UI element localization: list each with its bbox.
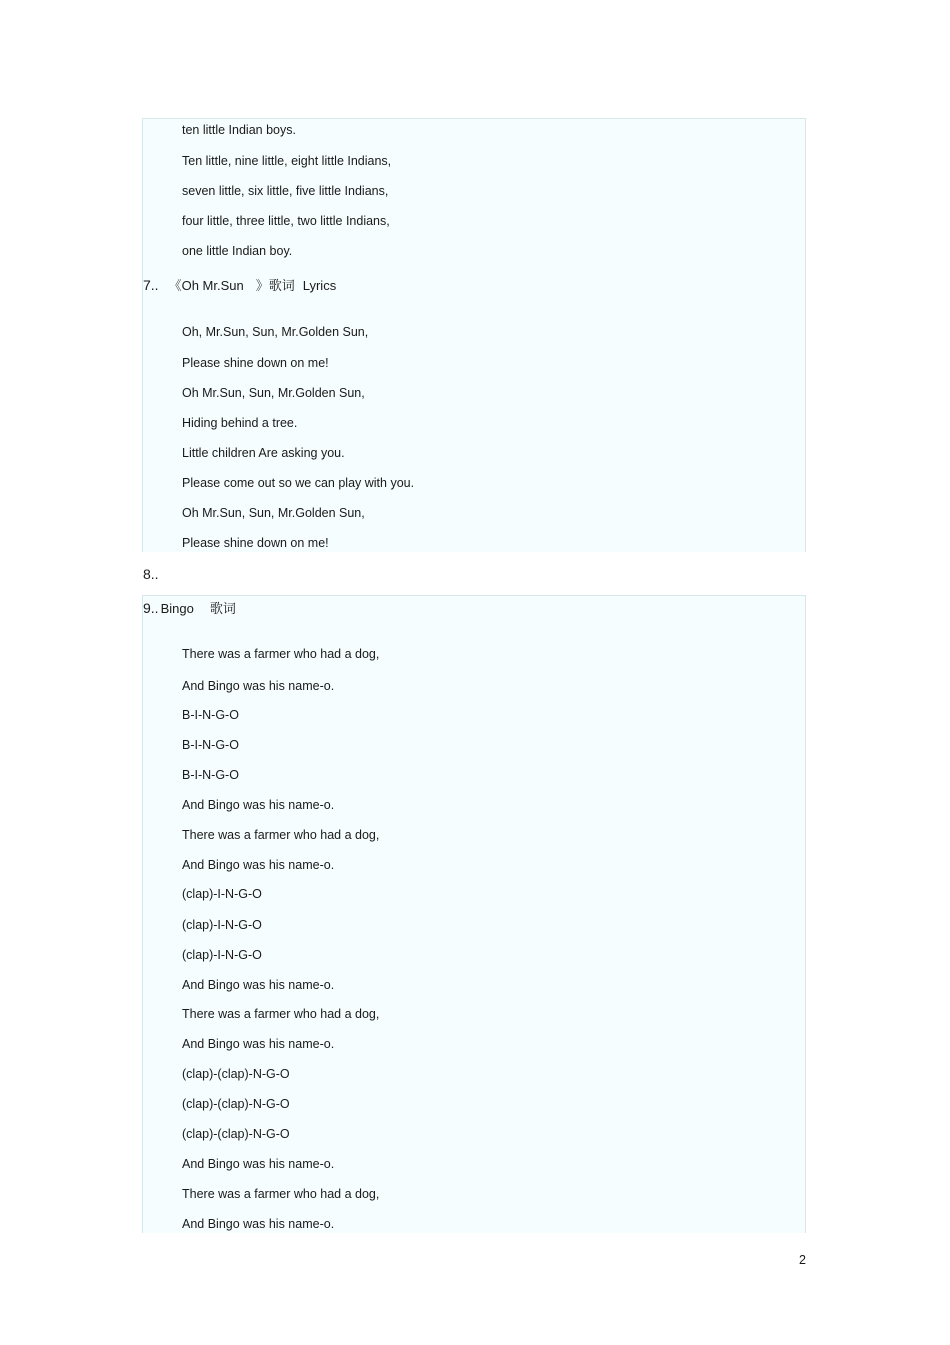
lyric-line: (clap)-I-N-G-O <box>182 948 262 962</box>
lyric-line: ten little Indian boys. <box>182 123 296 137</box>
lyric-line: B-I-N-G-O <box>182 708 239 722</box>
lyric-line: (clap)-(clap)-N-G-O <box>182 1127 290 1141</box>
section-number: 8.. <box>143 566 159 582</box>
lyric-line: Oh, Mr.Sun, Sun, Mr.Golden Sun, <box>182 325 369 339</box>
lyric-line: (clap)-(clap)-N-G-O <box>182 1067 290 1081</box>
lyric-line: And Bingo was his name-o. <box>182 858 335 872</box>
section-8-heading <box>143 566 159 583</box>
lyric-line: B-I-N-G-O <box>182 738 239 752</box>
lyric-line: And Bingo was his name-o. <box>182 679 335 693</box>
section-title-part: Lyrics <box>302 278 337 293</box>
section-title-part: 《Oh Mr.Sun <box>168 278 244 293</box>
section-title-part: Bingo <box>160 601 194 616</box>
lyric-line: seven little, six little, five little Indians, <box>182 184 389 198</box>
lyric-line: B-I-N-G-O <box>182 768 239 782</box>
section-number: 7.. <box>143 277 159 293</box>
lyric-line: Ten little, nine little, eight little Indians, <box>182 154 392 168</box>
section-number: 9.. <box>143 600 159 616</box>
lyric-line: (clap)-(clap)-N-G-O <box>182 1097 290 1111</box>
lyric-line: Oh Mr.Sun, Sun, Mr.Golden Sun, <box>182 386 365 400</box>
lyric-line: Please shine down on me! <box>182 536 329 550</box>
lyric-line: four little, three little, two little Indians, <box>182 214 390 228</box>
lyric-line: (clap)-I-N-G-O <box>182 887 262 901</box>
lyric-line: There was a farmer who had a dog, <box>182 1187 380 1201</box>
lyric-line: There was a farmer who had a dog, <box>182 828 380 842</box>
lyric-line: Hiding behind a tree. <box>182 416 298 430</box>
lyric-line: And Bingo was his name-o. <box>182 978 335 992</box>
section-title-part: 歌词 <box>209 601 236 616</box>
lyric-line: There was a farmer who had a dog, <box>182 1007 380 1021</box>
lyric-line: Oh Mr.Sun, Sun, Mr.Golden Sun, <box>182 506 365 520</box>
page-number: 2 <box>799 1253 806 1267</box>
lyric-line: Please shine down on me! <box>182 356 329 370</box>
lyric-line: And Bingo was his name-o. <box>182 1157 335 1171</box>
lyric-line: one little Indian boy. <box>182 244 293 258</box>
lyric-line: (clap)-I-N-G-O <box>182 918 262 932</box>
lyric-line: And Bingo was his name-o. <box>182 798 335 812</box>
section-7-heading <box>143 277 336 294</box>
section-9-heading <box>143 600 236 617</box>
lyric-line: And Bingo was his name-o. <box>182 1037 335 1051</box>
lyric-line: There was a farmer who had a dog, <box>182 647 380 661</box>
section-title-part: 》歌词 <box>255 278 295 293</box>
lyric-line: Please come out so we can play with you. <box>182 476 415 490</box>
lyric-line: Little children Are asking you. <box>182 446 345 460</box>
lyric-line: And Bingo was his name-o. <box>182 1217 335 1231</box>
